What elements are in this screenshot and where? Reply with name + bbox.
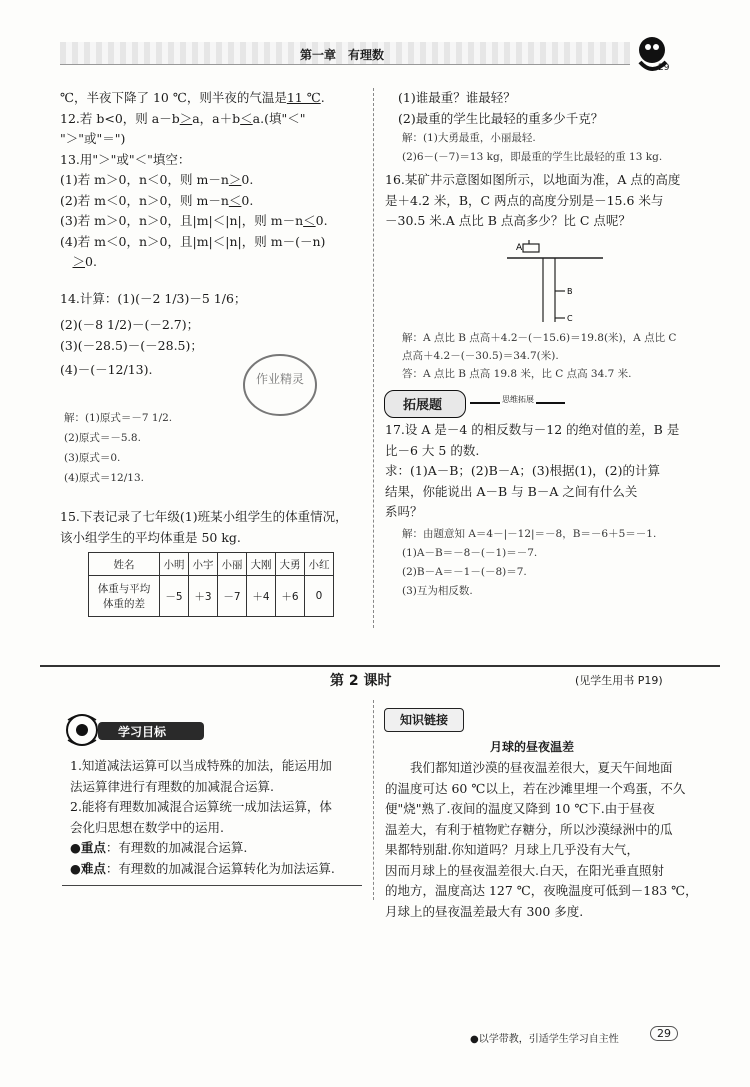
tuozhan-banner: 拓展题	[384, 390, 466, 418]
key-point: ●重点：有理数的加减混合运算.	[70, 840, 248, 855]
q12-answer-a: ＞	[179, 110, 193, 126]
q12-answer-b: ＜	[240, 110, 253, 126]
goals-text: 1.知道减法运算可以当成特殊的加法，能运用加 法运算律进行有理数的加减混合运算. 2.能将有理数加减混合运算统一成加法运算，体 会化归思想在数学中的运用. ●重点：有理数的加减混合运算. ●难点：有理数的加减混合运算转化为加法运算.	[70, 756, 335, 879]
knowledge-text: 我们都知道沙漠的昼夜温差很大，夏天午间地面 的温度可达 60 ℃以上，若在沙滩里埋一个鸡蛋，不久 便"烧"熟了.夜间的温度又降到 10 ℃下.由于昼夜 温差大，有利于植物贮存糖分，所以沙漠绿洲中的瓜 果都特别甜.你知道吗？月球上几乎没有大气， 因而月球上的昼夜温差很大.白天，在阳光垂直照射 的地方，温度高达 127 ℃，夜晚温度可低到－183 ℃， 月球上的昼夜温差最大有 300 多度.	[385, 760, 698, 919]
q11-line: ℃，半夜下降了 10 ℃，则半夜的气温是11 ℃.	[60, 90, 325, 105]
q13-2: (2)若 m＜0，n＞0，则 m－n＜0.	[60, 192, 254, 208]
column-divider-2	[373, 700, 374, 900]
q16-solution: 解：A 点比 B 点高＋4.2－(－15.6)＝19.8(米)，A 点比 C 点高＋4.2－(－30.5)＝34.7(米). 答：A 点比 B 点高 19.8 米，比 C 点高 34.7 米.	[402, 332, 677, 380]
q13-3: (3)若 m＞0，n＞0，且|m|＜|n|，则 m－n＜0.	[60, 213, 328, 228]
svg-text:学习目标: 学习目标	[118, 725, 167, 739]
q12-line: 12.若 b<0，则 a－b＞a，a＋b＜a.(填"＜"	[60, 110, 306, 126]
q15-solution: 解：(1)大勇最重，小丽最轻. (2)6－(－7)＝13 kg，即最重的学生比最轻的重 13 kg.	[402, 132, 663, 163]
q13-title: 13.用"＞"或"＜"填空：	[60, 151, 191, 167]
goals-rule	[62, 885, 362, 886]
q17-solution: 解：由题意知 A＝4－|－12|＝－8，B＝－6＋5＝－1. (1)A－B＝－8－(－1)＝－7. (2)B－A＝－1－(－8)＝7. (3)互为相反数.	[402, 528, 657, 597]
q15-continued: (1)谁最重？谁最轻？ (2)最重的学生比最轻的重多少千克？	[398, 90, 604, 126]
chapter-title: 第一章 有理数	[300, 48, 385, 62]
shaft-top	[523, 244, 539, 252]
q13-1: (1)若 m＞0，n＜0，则 m－n＞0.	[60, 172, 254, 187]
watermark-stamp	[240, 345, 320, 425]
q15-text: 15.下表记录了七年级(1)班某小组学生的体重情况， 该小组学生的平均体重是 50 kg.	[60, 509, 348, 545]
mascot-icon	[628, 32, 678, 76]
q11-answer: 11 ℃	[286, 90, 321, 105]
table-row: 体重与平均 体重的差 －5 ＋3 －7 ＋4 ＋6 0	[89, 576, 334, 617]
q13-4: (4)若 m＜0，n＞0，且|m|＜|n|，则 m－(－n)	[60, 233, 326, 249]
swirl-icon	[76, 724, 88, 736]
section-rule	[40, 665, 720, 667]
label-b: B	[567, 287, 573, 296]
q13-4b: ＞0.	[72, 254, 97, 269]
section-title: 第 2 课时	[330, 673, 392, 689]
tuozhan-sub: 思维拓展	[502, 395, 534, 404]
q17-text: 17.设 A 是－4 的相反数与－12 的绝对值的差，B 是 比－6 大 5 的数. 求：(1)A－B；(2)B－A；(3)根据(1)，(2)的计算 结果，你能说出 A－B 与 B－A 之间有什么关 系吗？	[385, 422, 680, 519]
difficult-point: ●难点：有理数的加减混合运算转化为加法运算.	[70, 860, 335, 876]
footer-slogan: ●以学带教，引适学生学习自主性	[470, 1034, 619, 1045]
q14-4: (4)－(－12/13).	[60, 362, 153, 377]
weight-table	[88, 552, 334, 617]
knowledge-box: 知识链接	[384, 708, 464, 732]
left-column	[60, 88, 370, 381]
column-divider	[373, 88, 374, 628]
label-a: A	[516, 243, 523, 253]
mine-diagram	[505, 236, 605, 326]
q16-text: 16.某矿井示意图如图所示，以地面为准，A 点的高度 是＋4.2 米，B，C 两点的高度分别是－15.6 米与 －30.5 米.A 点比 B 点高多少？比 C 点呢？	[385, 172, 681, 228]
q14-solution: 解：(1)原式＝－7 1/2. (2)原式＝－5.8. (3)原式＝0. (4)原式＝12/13.	[64, 412, 173, 484]
q14-2: (2)(－8 1/2)－(－2.7)；	[60, 317, 200, 332]
table-row: 姓名 小明 小宇 小丽 大刚 大勇 小红	[89, 553, 334, 576]
q14-title: 14.计算：(1)(－2 1/3)－5 1/6；	[60, 290, 247, 306]
page-number: 29	[650, 1026, 678, 1041]
svg-text:29: 29	[658, 63, 670, 73]
knowledge-title: 月球的昼夜温差	[490, 740, 575, 754]
section-reference: (见学生用书 P19)	[575, 674, 663, 687]
q14-3: (3)(－28.5)－(－28.5)；	[60, 337, 203, 353]
goals-banner	[60, 712, 210, 748]
svg-text:作业精灵: 作业精灵	[256, 372, 305, 386]
label-c: C	[567, 314, 573, 323]
q12-line2: "＞"或"＝")	[60, 131, 126, 146]
